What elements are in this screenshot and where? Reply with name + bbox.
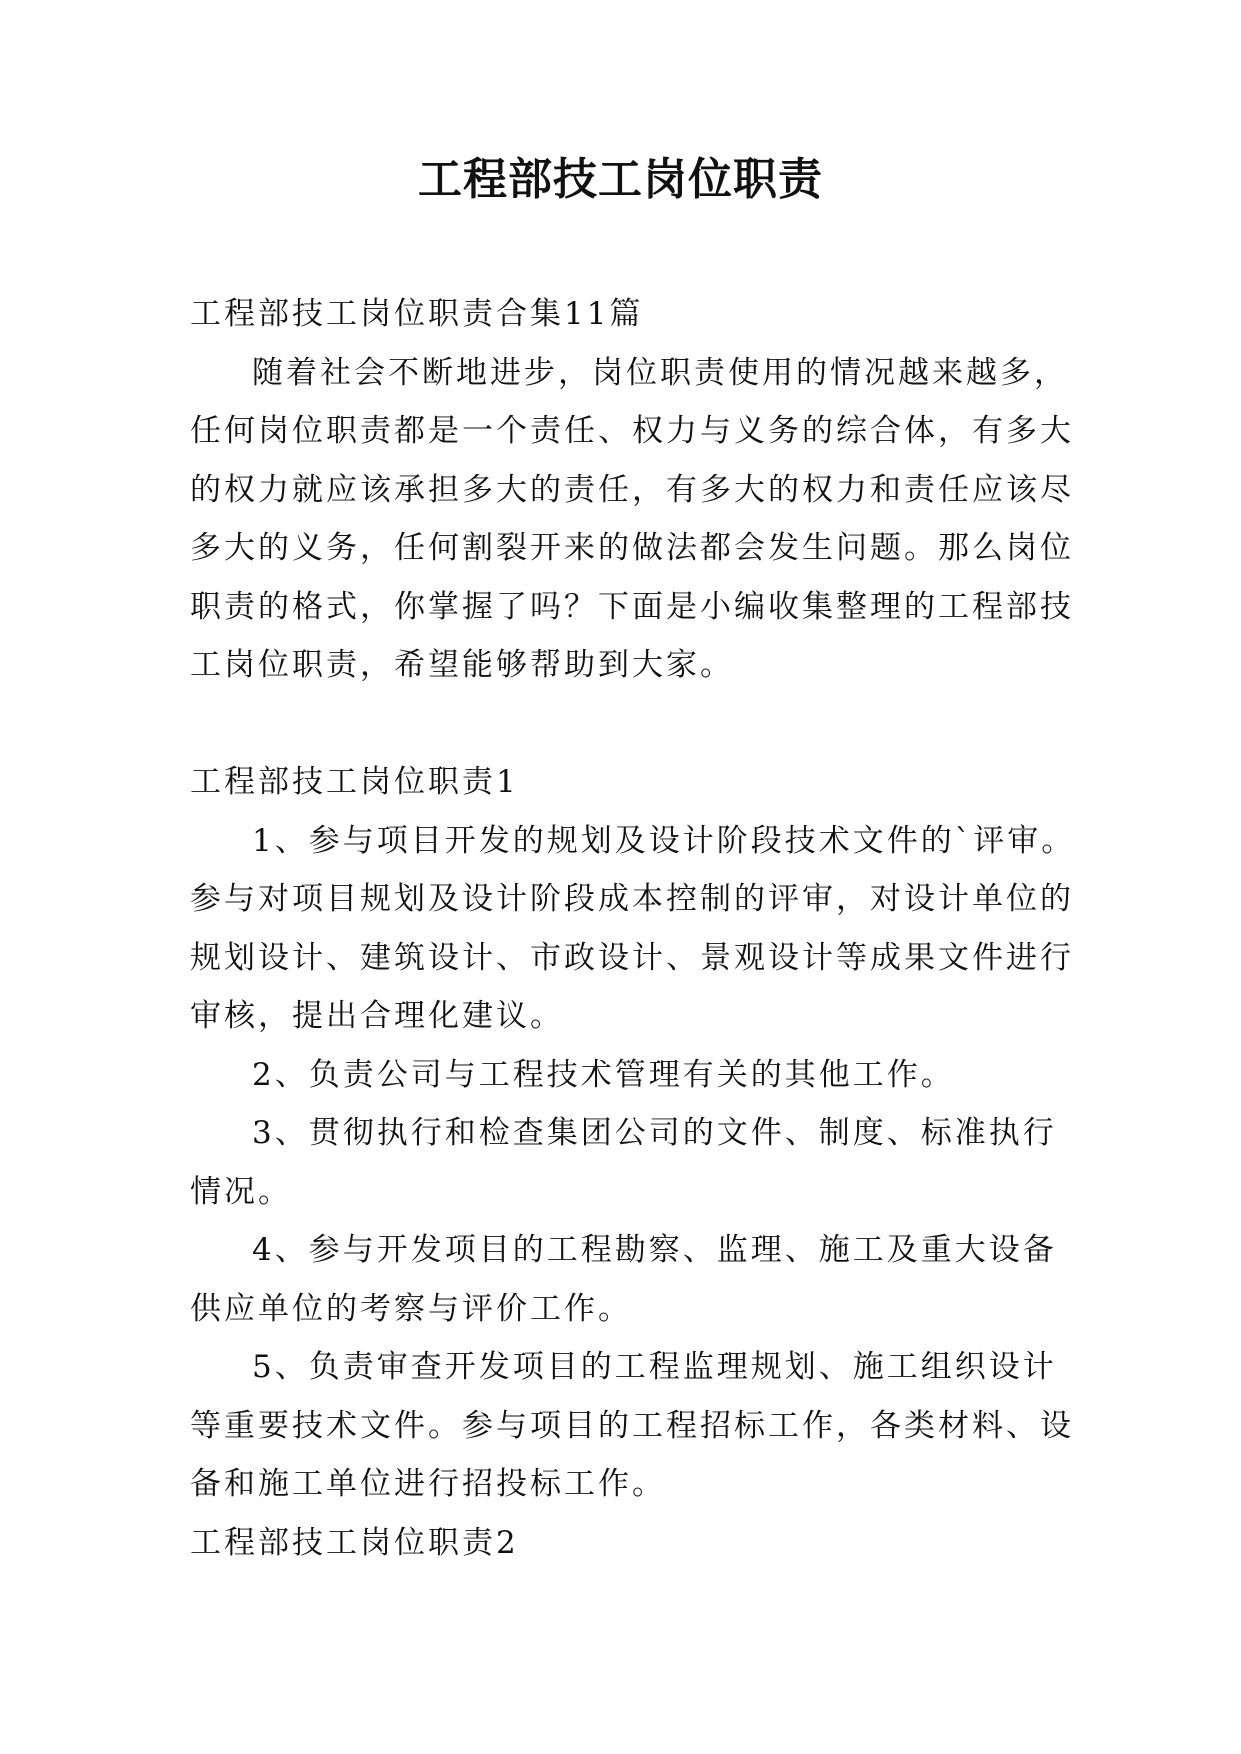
duty-line: 审核，提出合理化建议。 [190, 998, 564, 1034]
document-body [190, 285, 1076, 1572]
intro-line: 工岗位职责，希望能够帮助到大家。 [190, 647, 734, 683]
duty-line: 备和施工单位进行招投标工作。 [190, 1466, 666, 1502]
duty-line: 情况。 [190, 1173, 292, 1210]
section-heading-2: 工程部技工岗位职责2 [190, 1524, 519, 1561]
intro-paragraph [190, 344, 1074, 695]
duty-item-4 [190, 1221, 1070, 1338]
duty-line: 4、参与开发项目的工程勘察、监理、施工及重大设备 [252, 1232, 1057, 1268]
duty-item-3 [190, 1104, 1070, 1221]
document-title: 工程部技工岗位职责 [418, 154, 823, 205]
duty-line: 3、贯彻执行和检查集团公司的文件、制度、标准执行 [252, 1115, 1057, 1151]
duty-line: 2、负责公司与工程技术管理有关的其他工作。 [252, 1056, 955, 1093]
collection-subtitle: 工程部技工岗位职责合集11篇 [190, 296, 644, 332]
duty-line: 规划设计、建筑设计、市政设计、景观设计等成果文件进行 [190, 939, 1074, 976]
duty-item-1 [190, 812, 1076, 1046]
duty-line: 1、参与项目开发的规划及设计阶段技术文件的`评审。 [252, 822, 1076, 859]
intro-line: 的权力就应该承担多大的责任，有多大的权力和责任应该尽 [190, 471, 1074, 508]
duty-item-2 [190, 1046, 1070, 1105]
duty-line: 供应单位的考察与评价工作。 [190, 1290, 632, 1327]
intro-line: 随着社会不断地进步，岗位职责使用的情况越来越多， [252, 354, 1068, 391]
intro-line: 职责的格式，你掌握了吗？下面是小编收集整理的工程部技 [190, 588, 1074, 625]
section-heading-1: 工程部技工岗位职责1 [190, 764, 519, 800]
duty-item-5 [190, 1338, 1074, 1514]
duty-line: 参与对项目规划及设计阶段成本控制的评审，对设计单位的 [190, 881, 1074, 917]
intro-line: 多大的义务，任何割裂开来的做法都会发生问题。那么岗位 [190, 530, 1074, 566]
duty-line: 5、负责审查开发项目的工程监理规划、施工组织设计 [252, 1349, 1057, 1385]
duty-line: 等重要技术文件。参与项目的工程招标工作，各类材料、设 [190, 1407, 1074, 1444]
intro-line: 任何岗位职责都是一个责任、权力与义务的综合体，有多大 [190, 413, 1074, 449]
paragraph-spacer [190, 695, 1070, 754]
